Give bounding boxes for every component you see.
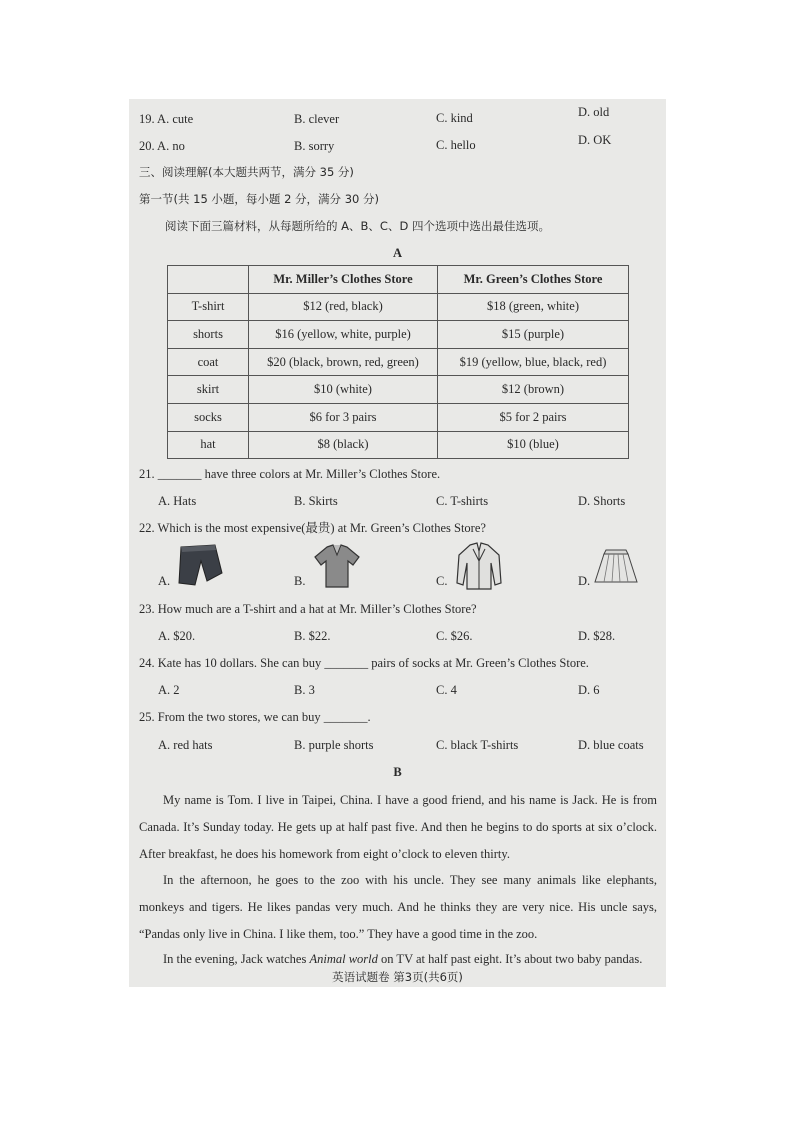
item-cell: skirt [168, 376, 249, 404]
q25-option-a: A. red hats [158, 738, 213, 752]
q25-option-c: C. black T-shirts [436, 738, 519, 752]
q19-option-c: C. kind [436, 111, 473, 125]
q23-option-c: C. $26. [436, 629, 473, 643]
q24-option-d: D. 6 [578, 683, 600, 697]
q23-option-d: D. $28. [578, 629, 616, 643]
exam-page [129, 99, 666, 987]
table-row [168, 293, 629, 321]
tv-show-title: Animal world [309, 952, 378, 966]
q20-option-b: B. sorry [294, 139, 335, 153]
q23-option-b: B. $22. [294, 629, 331, 643]
green-price-cell: $12 (brown) [438, 376, 629, 404]
passage-line: “Pandas only live in China. I like them, too.” They have a good time in the zoo. [139, 927, 538, 941]
table-row [168, 431, 629, 459]
section-title: 三、阅读理解(本大题共两节，满分 35 分) [139, 165, 354, 179]
table-header-miller: Mr. Miller’s Clothes Store [249, 266, 438, 294]
q21-option-b: B. Skirts [294, 494, 338, 508]
passage-text: on TV at half past eight. It’s about two baby pandas. [377, 952, 643, 966]
q24-stem: 24. Kate has 10 dollars. She can buy _______ pairs of socks at Mr. Green’s Clothes Store. [139, 656, 589, 670]
q22-stem: 22. Which is the most expensive(最贵) at Mr. Green’s Clothes Store? [139, 521, 486, 535]
item-cell: shorts [168, 321, 249, 349]
q25-stem: 25. From the two stores, we can buy _______. [139, 710, 371, 724]
miller-price-cell: $8 (black) [249, 431, 438, 459]
q21-stem: 21. _______ have three colors at Mr. Miller’s Clothes Store. [139, 467, 441, 481]
q21-option-c: C. T-shirts [436, 494, 489, 508]
green-price-cell: $18 (green, white) [438, 293, 629, 321]
q24-option-a: A. 2 [158, 683, 180, 697]
green-price-cell: $19 (yellow, blue, black, red) [438, 348, 629, 376]
q20-option-c: C. hello [436, 138, 476, 152]
price-table [167, 265, 629, 459]
passage-a-label: A [392, 246, 403, 260]
passage-line: In the afternoon, he goes to the zoo with his uncle. They see many animals like elephants, [163, 873, 657, 887]
passage-line: After breakfast, he does his homework from eight o’clock to eleven thirty. [139, 847, 510, 861]
q22-option-a: A. [158, 574, 171, 588]
q22-option-d: D. [578, 574, 591, 588]
q20-option-d: D. OK [578, 133, 612, 147]
q23-option-a: A. $20. [158, 629, 196, 643]
miller-price-cell: $12 (red, black) [249, 293, 438, 321]
q22-option-b: B. [294, 574, 306, 588]
table-row [168, 348, 629, 376]
table-row [168, 403, 629, 431]
q19-option-b: B. clever [294, 112, 340, 126]
item-cell: T-shirt [168, 293, 249, 321]
q25-option-d: D. blue coats [578, 738, 644, 752]
q22-option-c: C. [436, 574, 448, 588]
q24-option-b: B. 3 [294, 683, 315, 697]
passage-line: monkeys and tigers. He likes pandas very much. And he thinks they are very nice. His uncle says, [139, 900, 657, 914]
passage-b-paragraph-3 [163, 951, 642, 967]
table-header-green: Mr. Green’s Clothes Store [438, 266, 629, 294]
passage-b-paragraph-1 [139, 787, 657, 868]
q19-option-d: D. old [578, 105, 610, 119]
item-cell: hat [168, 431, 249, 459]
q20-option-a: 20. A. no [139, 139, 185, 153]
skirt-icon [592, 546, 640, 588]
green-price-cell: $10 (blue) [438, 431, 629, 459]
t-shirt-icon [311, 543, 363, 591]
table-row [168, 321, 629, 349]
table-header-row [168, 266, 629, 294]
q24-option-c: C. 4 [436, 683, 457, 697]
shorts-icon [175, 543, 225, 589]
item-cell: coat [168, 348, 249, 376]
page-footer: 英语试题卷 第3页(共6页) [332, 970, 463, 984]
q25-option-b: B. purple shorts [294, 738, 374, 752]
table-row [168, 376, 629, 404]
passage-b-paragraph-2 [139, 867, 657, 948]
item-cell: socks [168, 403, 249, 431]
q19-option-a: 19. A. cute [139, 112, 194, 126]
passage-line: Canada. It’s Sunday today. He gets up at half past five. And then he begins to do sports at six o’clock. [139, 820, 657, 834]
q21-option-d: D. Shorts [578, 494, 626, 508]
miller-price-cell: $10 (white) [249, 376, 438, 404]
miller-price-cell: $6 for 3 pairs [249, 403, 438, 431]
subsection-title: 第一节(共 15 小题，每小题 2 分，满分 30 分) [139, 192, 379, 206]
miller-price-cell: $16 (yellow, white, purple) [249, 321, 438, 349]
passage-text: In the evening, Jack watches [163, 952, 310, 966]
q21-option-a: A. Hats [158, 494, 197, 508]
coat-icon [453, 541, 505, 593]
green-price-cell: $15 (purple) [438, 321, 629, 349]
passage-line: My name is Tom. I live in Taipei, China. I have a good friend, and his name is Jack. He is from [163, 793, 657, 807]
instructions: 阅读下面三篇材料，从每题所给的 A、B、C、D 四个选项中选出最佳选项。 [165, 219, 550, 233]
passage-b-label: B [393, 765, 402, 779]
q23-stem: 23. How much are a T-shirt and a hat at Mr. Miller’s Clothes Store? [139, 602, 477, 616]
table-header-blank [168, 266, 249, 294]
miller-price-cell: $20 (black, brown, red, green) [249, 348, 438, 376]
green-price-cell: $5 for 2 pairs [438, 403, 629, 431]
